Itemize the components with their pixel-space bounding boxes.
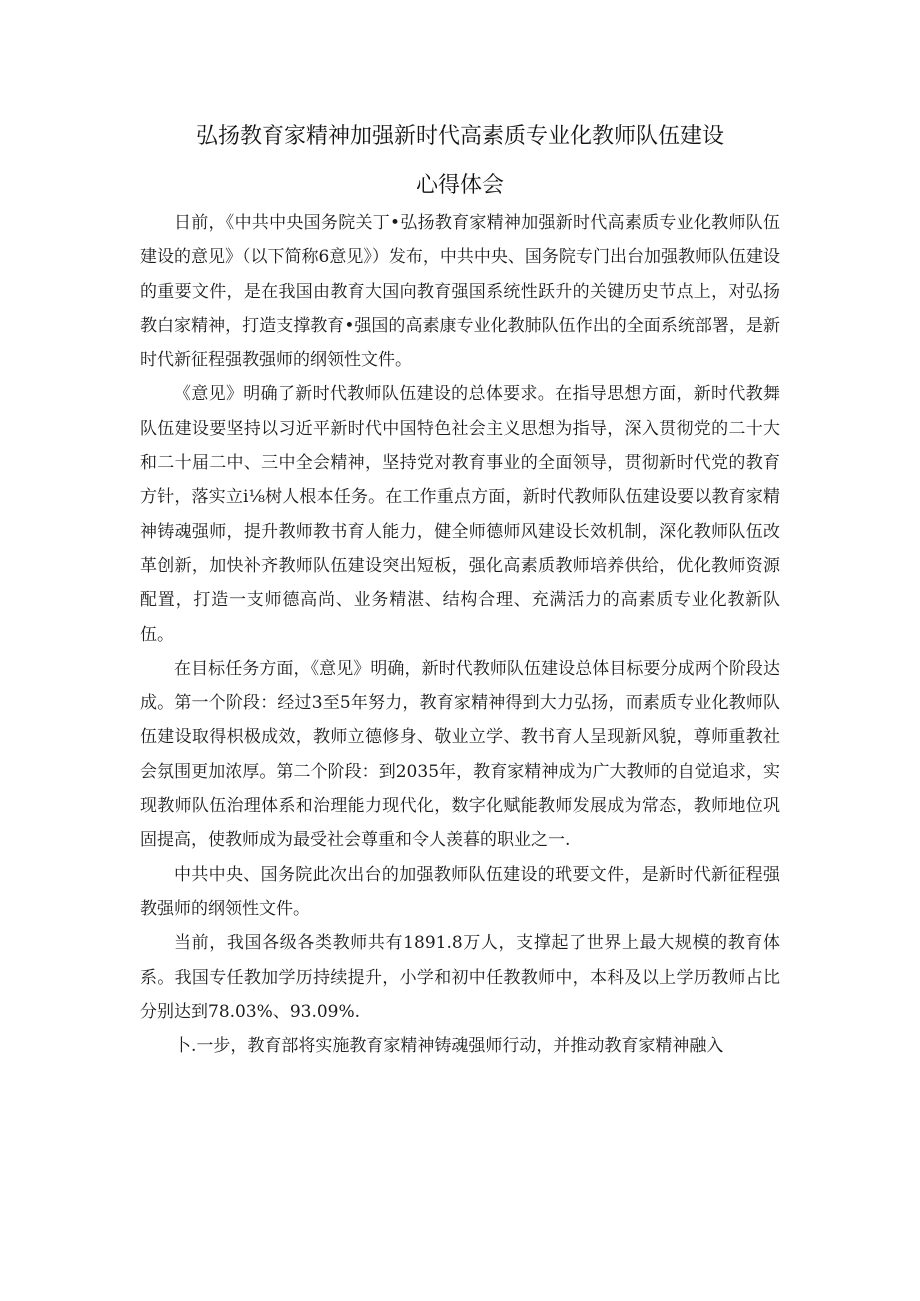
document-subtitle: 心得体会 xyxy=(415,173,504,198)
paragraph-significance: 中共中央、国务院此次出台的加强教师队伍建设的玳要文件，是新时代新征程强教强师的纲领性文件。 xyxy=(140,864,780,919)
paragraph-next-steps: 卜.一步，教育部将实施教育家精神铸魂强师行动，并推动教育家精神融入 xyxy=(174,1036,724,1057)
paragraph-teacher-statistics: 当前，我国各级各类教师共有1891.8万人，支撑起了世界上最大规模的教育体系。我国专任教加学历持续提升，小学和初中任教教师中，本科及以上学历教师占比分别达到78.03%、93.09%. xyxy=(140,933,780,1022)
paragraph-general-requirements: 《意见》明确了新时代教师队伍建设的总体要求。在指导思想方面，新时代教舞队伍建设要坚持以习近平新时代中国特色社会主义思想为指导，深入贯彻党的二十大和二十届二中、三中全会精神，坚持党对教育事业的全面领导，贯彻新时代党的教育方针，落实立i⅛树人根本任务。在工作重点方面，新时代教师队伍建设要以教育家精神铸魂强师，提升教师教书育人能力，健全师德师风建设长效机制，深化教师队伍改革创新，加快补齐教师队伍建设突出短板，强化高素质教师培养供给，优化教师资源配置，打造一支师德高尚、业务精湛、结构合理、充满活力的高素质专业化教新队伍。 xyxy=(140,384,780,645)
paragraph-intro: 日前，《中共中央国务院关丁•弘扬教育家精神加强新时代高素质专业化教师队伍建设的意见》（以下简称6意见》）发布，中共中央、国务院专门出台加强教师队伍建设的重要文件，是在我国由教育大国向教育强国系统性跃升的关键历史节点上，对弘扬教白家精神，打造支撑教育•强国的高素康专业化教肺队伍作出的全面系统部署，是新时代新征程强教强师的纲领性文件。 xyxy=(140,213,780,371)
document-title: 弘扬教育家精神加强新时代高素质专业化教师队伍建设 xyxy=(195,124,724,149)
paragraph-goals: 在目标任务方面，《意见》明确，新时代教师队伍建设总体目标要分成两个阶段达成。第一个阶段：经过3至5年努力，教育家精神得到大力弘扬，而素质专业化教师队伍建设取得枳极成效，教师立德修身、敬业立学、教书育人呈现新风貌，尊师重教社会氛围更加浓厚。第二个阶段：到2035年，教育家精神成为广大教师的自觉追求，实现教师队伍治理体系和治理能力现代化，数字化赋能教师发展成为常态，教师地位巩固提高，使教师成为最受社会尊重和令人羡暮的职业之一. xyxy=(140,658,780,851)
document-body xyxy=(140,206,780,1063)
